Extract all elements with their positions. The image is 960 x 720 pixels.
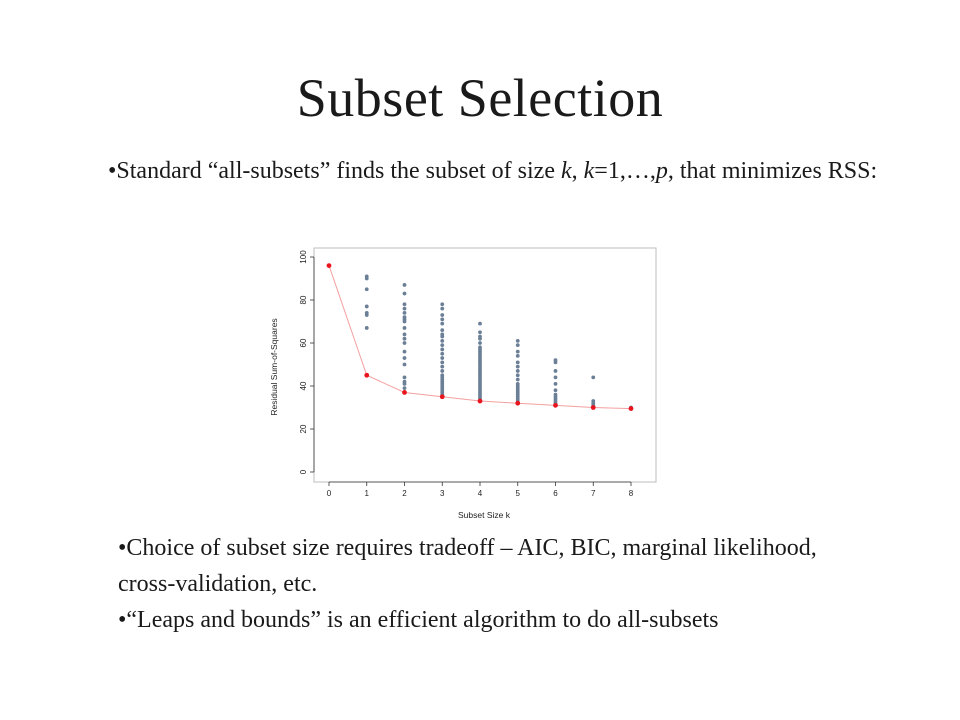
subset-point [403,333,407,337]
best-subset-point [402,390,407,395]
bullet-list-bottom [118,530,818,638]
subset-point [403,386,407,390]
bullet-leaps-bounds: •“Leaps and bounds” is an efficient algorithm to do all-subsets [118,607,719,633]
subset-point [403,376,407,380]
subset-point [478,330,482,334]
subset-point [365,326,369,330]
subset-point [403,326,407,330]
x-axis-label: Subset Size k [458,510,510,520]
best-subset-point [553,403,558,408]
variable-k: k [560,158,572,184]
variable-p: p [655,158,668,184]
all-subsets-points [365,274,633,409]
subset-point [440,352,444,356]
rss-chart-svg [262,238,662,522]
x-tick-label: 8 [628,489,634,498]
subset-point [478,337,482,341]
subset-point [554,376,558,380]
plot-frame [314,248,656,482]
subset-point [591,376,595,380]
subset-point [478,322,482,326]
x-axis [327,482,634,498]
subset-point [440,313,444,317]
y-tick-label: 80 [299,295,308,305]
subset-point [440,322,444,326]
variable-k: k [583,158,595,184]
subset-point [403,350,407,354]
y-tick-label: 0 [299,469,308,475]
bullet-text-prefix: Standard “all-subsets” finds the subset of size [116,158,561,184]
subset-point [403,320,407,324]
best-subset-point [478,399,483,404]
y-tick-label: 20 [299,424,308,434]
subset-point [365,313,369,317]
x-tick-label: 2 [402,489,407,498]
subset-point [516,373,520,377]
y-axis-label: Residual Sum-of-Squares [269,318,279,416]
subset-point [403,363,407,367]
subset-point [403,283,407,287]
bullet-text-sep: , [571,158,584,184]
bullet-marker: • [108,158,117,184]
slide-title: Subset Selection [296,68,664,128]
subset-point [403,307,407,311]
subset-point [440,317,444,321]
subset-point [403,292,407,296]
subset-point [440,369,444,373]
best-subset-point [327,263,332,268]
subset-point [403,382,407,386]
x-tick-label: 4 [477,489,483,498]
x-tick-label: 6 [553,489,558,498]
subset-point [516,360,520,364]
rss-chart [262,238,662,522]
subset-point [440,339,444,343]
x-tick-label: 1 [364,489,369,498]
subset-point [516,369,520,373]
best-subset-point [364,373,369,378]
subset-point [365,277,369,281]
subset-point [516,343,520,347]
subset-point [440,348,444,352]
subset-point [516,350,520,354]
subset-point [440,307,444,311]
subset-point [554,360,558,364]
x-tick-label: 3 [440,489,445,498]
subset-point [440,335,444,339]
subset-point [516,339,520,343]
subset-point [440,365,444,369]
best-subset-point [515,401,520,406]
subset-point [403,341,407,345]
y-tick-label: 60 [299,338,308,348]
subset-point [440,328,444,332]
x-tick-label: 5 [515,489,520,498]
subset-point [516,365,520,369]
subset-point [554,382,558,386]
subset-point [440,343,444,347]
y-axis [299,250,314,474]
best-subset-point [591,405,596,410]
x-tick-label: 7 [591,489,596,498]
subset-point [403,302,407,306]
subset-point [516,378,520,382]
subset-point [516,354,520,358]
subset-point [554,388,558,392]
y-tick-label: 100 [299,250,308,264]
subset-point [478,341,482,345]
subset-point [554,369,558,373]
subset-point [403,337,407,341]
subset-point [365,287,369,291]
subset-point [440,360,444,364]
subset-point [403,356,407,360]
bullet-text-range: =1,…, [594,158,656,184]
subset-point [403,311,407,315]
subset-point [440,356,444,360]
y-tick-label: 40 [299,381,308,391]
subset-point [365,305,369,309]
bullet-tradeoff: •Choice of subset size requires tradeoff – AIC, BIC, marginal likelihood, cross-validation, etc. [118,535,817,597]
x-tick-label: 0 [326,489,332,498]
bullet-all-subsets [108,152,908,190]
best-subset-point [440,394,445,399]
best-subset-point [629,406,634,411]
subset-point [440,302,444,306]
bullet-text-suffix: , that minimizes RSS: [667,158,878,184]
